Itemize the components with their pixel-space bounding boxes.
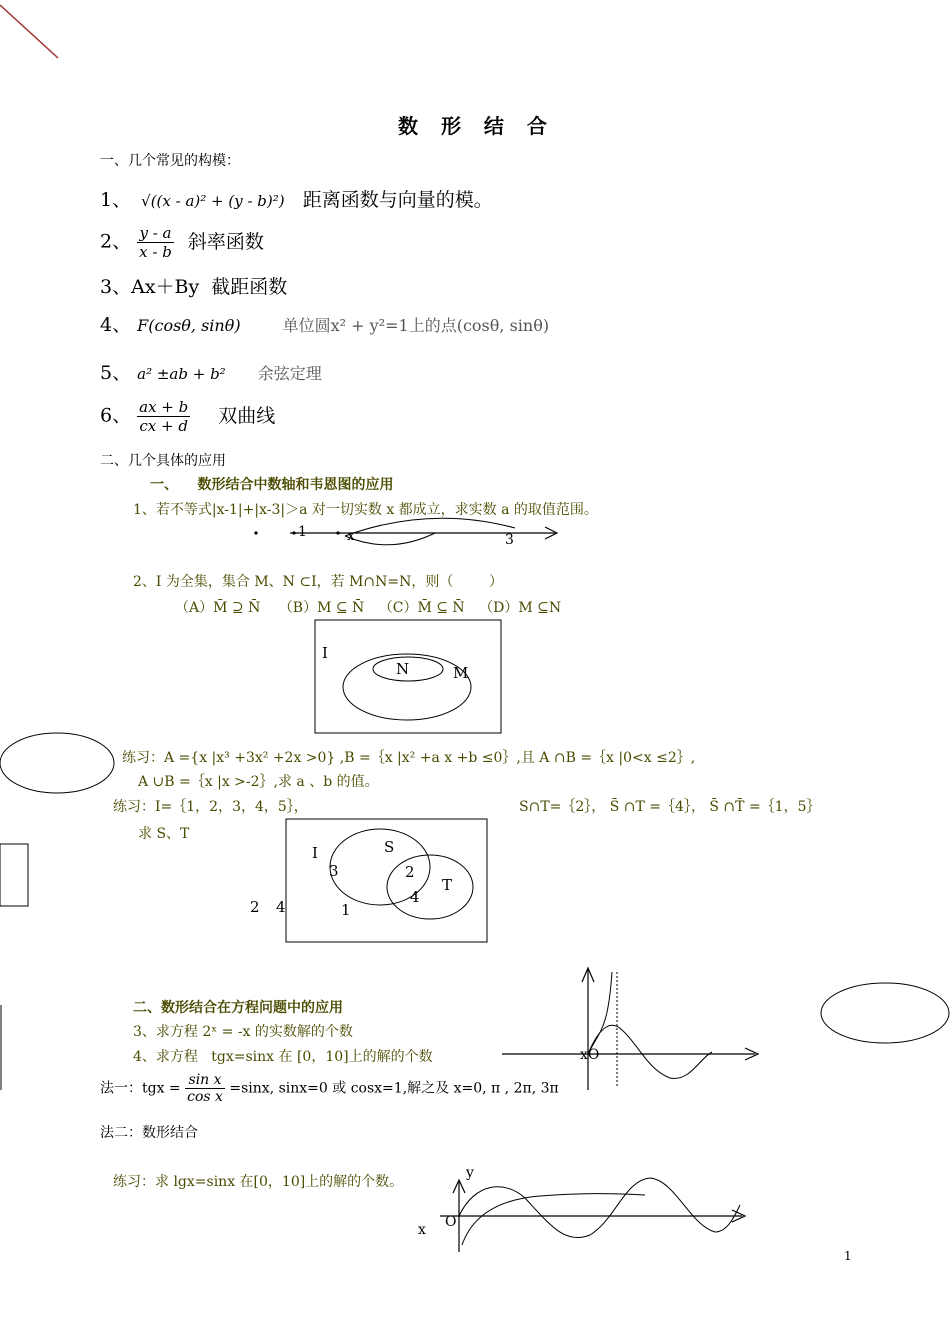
venn2-label-t: T: [442, 876, 453, 894]
question-2: 2、I 为全集，集合 M、N ⊂I，若 M∩N=N，则（ ）: [133, 574, 503, 590]
question-2-options: [175, 597, 561, 617]
axis-label-x: x: [347, 528, 355, 544]
section-2-heading: 二、几个具体的应用: [100, 453, 226, 469]
exercise-2-ask: 求 S、T: [138, 826, 190, 842]
axis-label-3: 3: [505, 532, 514, 548]
venn2-num-4: 4: [410, 888, 420, 906]
method-1-numerator: sin x: [185, 1072, 225, 1089]
model-6-denominator: cx + d: [139, 417, 188, 435]
model-1: [100, 185, 493, 212]
exercise-1-line-1: 练习：A ={x |x³ +3x² +2x >0} ,B =｛x |x² +a x +b ≤0｝,且 A ∩B =｛x |0<x ≤2｝,: [122, 750, 696, 766]
venn1-label-n: N: [396, 660, 410, 678]
graph-2-label-y: y: [466, 1165, 474, 1181]
option-a: （A）M̄ ⊇ N̄: [175, 600, 261, 616]
method-1: [100, 1072, 559, 1105]
model-6-fraction: [137, 398, 190, 435]
graph-2-label-x: x: [418, 1222, 426, 1238]
part-1-heading: 一、 数形结合中数轴和韦恩图的应用: [150, 477, 394, 493]
left-oval: [0, 733, 114, 793]
model-2-num: 2、: [100, 230, 132, 253]
model-5-num: 5、: [100, 362, 132, 384]
method-1-fraction: [185, 1072, 225, 1105]
method-1-prefix: 法一：tgx =: [100, 1080, 181, 1097]
model-4-formula: F(cosθ, sinθ): [137, 316, 241, 335]
graph-1-origin-label: xO: [580, 1047, 600, 1063]
model-6-numerator: ax + b: [139, 398, 189, 416]
part-2-heading: 二、数形结合在方程问题中的应用: [133, 1000, 343, 1016]
model-6-num: 6、: [100, 404, 132, 427]
section-1-heading: 一、几个常见的构模：: [100, 153, 240, 169]
model-1-desc: 距离函数与向量的模。: [302, 189, 493, 211]
venn1-label-i: I: [322, 644, 328, 662]
exercise-2-conditions: S∩T=｛2｝， S̄ ∩T =｛4｝， S̄ ∩T̄ =｛1，5｝: [519, 799, 821, 815]
venn2-num-1: 1: [341, 901, 351, 919]
model-4-desc: 单位圆x² + y²=1上的点(cosθ, sinθ): [282, 316, 550, 335]
venn2-num-2: 2: [405, 863, 415, 881]
model-5-desc: 余弦定理: [257, 364, 322, 383]
graph-2-label-o: O: [445, 1214, 457, 1230]
page-title: 数 形 结 合: [398, 114, 555, 138]
model-5-formula: a² ±ab + b²: [137, 365, 226, 383]
corner-line: [0, 5, 58, 58]
venn2-label-i: I: [312, 844, 318, 862]
model-6: [100, 398, 275, 435]
left-box: [0, 844, 28, 906]
model-2-numerator: y - a: [137, 224, 174, 243]
option-b: （B）M ⊆ N̄: [278, 600, 365, 616]
venn2-outside-4: 4: [276, 898, 286, 916]
question-1: 1、若不等式|x-1|+|x-3|＞a 对一切实数 x 都成立，求实数 a 的取值范围。: [133, 502, 598, 518]
model-3-num: 3、: [100, 276, 132, 298]
model-1-formula: √((x - a)² + (y - b)²): [141, 192, 285, 210]
option-c: （C）M̄ ⊆ N̄: [378, 600, 465, 616]
model-2-fraction: [137, 224, 174, 261]
graph-lgx-sinx: [440, 1178, 745, 1252]
exercise-2-given: 练习：I=｛1，2，3，4，5｝，: [113, 799, 308, 815]
method-2: 法二：数形结合: [100, 1125, 198, 1141]
model-3-desc: 截距函数: [211, 276, 288, 298]
model-2-denominator: x - b: [139, 243, 172, 261]
model-6-desc: 双曲线: [218, 404, 276, 427]
venn2-num-3: 3: [329, 862, 339, 880]
question-3: 3、求方程 2ˣ = -x 的实数解的个数: [133, 1024, 353, 1040]
model-2: [100, 224, 264, 261]
venn2-outside-2: 2: [250, 898, 260, 916]
model-3-formula: Ax＋By: [131, 276, 200, 298]
method-1-denominator: cos x: [187, 1089, 223, 1105]
exercise-3: 练习：求 lgx=sinx 在[0，10]上的解的个数。: [113, 1174, 404, 1190]
option-d: （D）M ⊆N: [479, 600, 562, 616]
exercise-1-line-2: A ∪B =｛x |x >-2｝,求 a 、b 的值。: [138, 774, 379, 790]
question-4: 4、求方程 tgx=sinx 在 [0，10]上的解的个数: [133, 1049, 433, 1065]
method-1-suffix: =sinx, sinx=0 或 cosx=1,解之及 x=0, π , 2π, 3π: [229, 1080, 559, 1097]
venn2-label-s: S: [384, 838, 395, 856]
axis-label-1: 1: [298, 524, 307, 540]
model-2-desc: 斜率函数: [187, 230, 264, 253]
model-1-num: 1、: [100, 189, 132, 211]
model-3: [100, 272, 287, 299]
model-4-num: 4、: [100, 314, 132, 336]
right-oval: [821, 983, 949, 1043]
model-4: [100, 310, 549, 337]
page-number: 1: [844, 1249, 852, 1263]
venn1-label-m: M: [453, 664, 469, 682]
model-5: [100, 358, 322, 385]
